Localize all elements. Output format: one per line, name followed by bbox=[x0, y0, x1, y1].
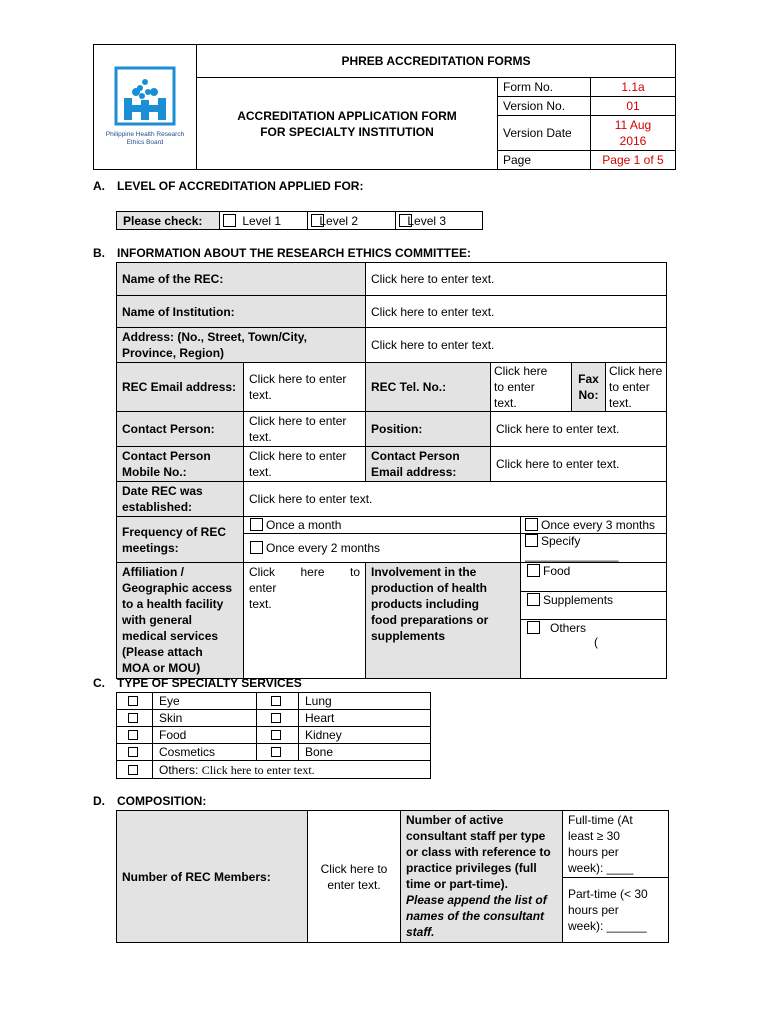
date-established-input[interactable]: Click here to enter text. bbox=[244, 482, 667, 517]
form-no-label: Form No. bbox=[498, 78, 591, 97]
lung-label: Lung bbox=[299, 693, 431, 710]
involvement-food-option[interactable]: Food bbox=[521, 563, 667, 592]
address-label: Address: (No., Street, Town/City, Province, Region) bbox=[117, 328, 366, 363]
form-no-value: 1.1a bbox=[591, 78, 676, 97]
position-label: Position: bbox=[366, 412, 491, 447]
form-title: ACCREDITATION APPLICATION FORM FOR SPECIALTY INSTITUTION bbox=[197, 78, 498, 170]
frequency-label: Frequency of REC meetings: bbox=[117, 517, 244, 563]
level-1-option[interactable]: Level 1 bbox=[220, 212, 308, 230]
section-b-title: B. INFORMATION ABOUT THE RESEARCH ETHICS COMMITTEE: bbox=[93, 246, 471, 260]
consultant-label: Number of active consultant staff per type or class with reference to practice privileges (full time or part-time). Please append the list of names of the consultant staff. bbox=[401, 811, 563, 943]
cosmetics-label: Cosmetics bbox=[153, 744, 257, 761]
affiliation-input[interactable]: Click here to enter text. bbox=[244, 563, 366, 679]
fax-label: Fax No: bbox=[572, 363, 606, 412]
eye-checkbox[interactable] bbox=[117, 693, 153, 710]
freq-once-3months-option[interactable]: Once every 3 months bbox=[521, 517, 667, 534]
affiliation-label: Affiliation / Geographic access to a health facility with general medical services (Please attach MOA or MOU) bbox=[117, 563, 244, 679]
composition-table bbox=[116, 810, 669, 943]
header-table bbox=[93, 44, 676, 170]
checkbox-icon[interactable] bbox=[271, 730, 281, 740]
version-date-label: Version Date bbox=[498, 116, 591, 151]
checkbox-icon[interactable] bbox=[250, 518, 263, 531]
contact-person-label: Contact Person: bbox=[117, 412, 244, 447]
rec-info-table bbox=[116, 262, 667, 679]
checkbox-icon[interactable] bbox=[128, 696, 138, 706]
version-no-label: Version No. bbox=[498, 97, 591, 116]
checkbox-icon[interactable] bbox=[271, 747, 281, 757]
others-input[interactable]: Click here to enter text. bbox=[201, 762, 315, 777]
kidney-label: Kidney bbox=[299, 727, 431, 744]
checkbox-icon[interactable] bbox=[128, 765, 138, 775]
section-a-title: A. LEVEL OF ACCREDITATION APPLIED FOR: bbox=[93, 179, 364, 193]
page-label: Page bbox=[498, 151, 591, 170]
freq-once-2months-option[interactable]: Once every 2 months bbox=[244, 534, 521, 563]
num-members-label: Number of REC Members: bbox=[117, 811, 308, 943]
checkbox-icon[interactable] bbox=[250, 541, 263, 554]
name-institution-input[interactable]: Click here to enter text. bbox=[366, 296, 667, 328]
kidney-checkbox[interactable] bbox=[257, 727, 299, 744]
rec-email-input[interactable]: Click here to enter text. bbox=[244, 363, 366, 412]
freq-once-month-option[interactable]: Once a month bbox=[244, 517, 521, 534]
level-2-option[interactable]: Level 2 bbox=[308, 212, 396, 230]
heart-checkbox[interactable] bbox=[257, 710, 299, 727]
level-3-option[interactable]: Level 3 bbox=[396, 212, 483, 230]
lung-checkbox[interactable] bbox=[257, 693, 299, 710]
contact-email-label: Contact Person Email address: bbox=[366, 447, 491, 482]
involvement-label: Involvement in the production of health products including food preparations or supplements bbox=[366, 563, 521, 679]
contact-mobile-input[interactable]: Click here to enter text. bbox=[244, 447, 366, 482]
version-no-value: 01 bbox=[591, 97, 676, 116]
date-established-label: Date REC was established: bbox=[117, 482, 244, 517]
specialty-table bbox=[116, 692, 431, 779]
skin-label: Skin bbox=[153, 710, 257, 727]
food-checkbox[interactable] bbox=[117, 727, 153, 744]
checkbox-icon[interactable] bbox=[527, 564, 540, 577]
parttime-field[interactable]: Part-time (< 30 hours per week): ______ bbox=[563, 878, 669, 943]
checkbox-icon[interactable] bbox=[527, 621, 540, 634]
svg-text:Philippine Health Research: Philippine Health Research bbox=[105, 131, 185, 138]
main-title: PHREB ACCREDITATION FORMS bbox=[197, 45, 676, 78]
checkbox-icon[interactable] bbox=[527, 593, 540, 606]
checkbox-icon[interactable] bbox=[271, 713, 281, 723]
contact-person-input[interactable]: Click here to enter text. bbox=[244, 412, 366, 447]
name-institution-label: Name of Institution: bbox=[117, 296, 366, 328]
freq-specify-option[interactable]: Specify ______________ bbox=[521, 534, 667, 563]
bone-checkbox[interactable] bbox=[257, 744, 299, 761]
please-check-label: Please check: bbox=[117, 212, 220, 230]
eye-label: Eye bbox=[153, 693, 257, 710]
food-label: Food bbox=[153, 727, 257, 744]
checkbox-icon[interactable] bbox=[525, 518, 538, 531]
page-value: Page 1 of 5 bbox=[591, 151, 676, 170]
involvement-supplements-option[interactable]: Supplements bbox=[521, 592, 667, 620]
contact-email-input[interactable]: Click here to enter text. bbox=[491, 447, 667, 482]
bone-label: Bone bbox=[299, 744, 431, 761]
checkbox-icon[interactable] bbox=[128, 730, 138, 740]
svg-text:Ethics Board: Ethics Board bbox=[126, 139, 164, 146]
version-date-value: 11 Aug 2016 bbox=[591, 116, 676, 151]
checkbox-icon[interactable] bbox=[128, 713, 138, 723]
others-row[interactable]: Others: Click here to enter text. bbox=[153, 761, 431, 779]
others-checkbox[interactable] bbox=[117, 761, 153, 779]
rec-tel-label: REC Tel. No.: bbox=[366, 363, 491, 412]
level-table bbox=[116, 211, 483, 230]
contact-mobile-label: Contact Person Mobile No.: bbox=[117, 447, 244, 482]
fulltime-field[interactable]: Full-time (At least ≥ 30 hours per week): ____ bbox=[563, 811, 669, 878]
checkbox-icon[interactable] bbox=[271, 696, 281, 706]
rec-tel-input[interactable]: Click here to enter text. bbox=[491, 363, 572, 412]
heart-label: Heart bbox=[299, 710, 431, 727]
name-rec-label: Name of the REC: bbox=[117, 263, 366, 296]
checkbox-icon[interactable] bbox=[525, 534, 538, 547]
address-input[interactable]: Click here to enter text. bbox=[366, 328, 667, 363]
rec-email-label: REC Email address: bbox=[117, 363, 244, 412]
involvement-others-option[interactable]: Others ( bbox=[521, 620, 667, 679]
logo-cell bbox=[94, 45, 197, 170]
fax-input[interactable]: Click here to enter text. bbox=[606, 363, 667, 412]
checkbox-icon[interactable] bbox=[128, 747, 138, 757]
section-c-title: C. TYPE OF SPECIALTY SERVICES bbox=[93, 676, 302, 690]
phreb-logo bbox=[100, 62, 190, 152]
num-members-input[interactable]: Click here to enter text. bbox=[308, 811, 401, 943]
cosmetics-checkbox[interactable] bbox=[117, 744, 153, 761]
checkbox-icon[interactable] bbox=[223, 214, 236, 227]
position-input[interactable]: Click here to enter text. bbox=[491, 412, 667, 447]
section-d-title: D. COMPOSITION: bbox=[93, 794, 207, 808]
name-rec-input[interactable]: Click here to enter text. bbox=[366, 263, 667, 296]
skin-checkbox[interactable] bbox=[117, 710, 153, 727]
